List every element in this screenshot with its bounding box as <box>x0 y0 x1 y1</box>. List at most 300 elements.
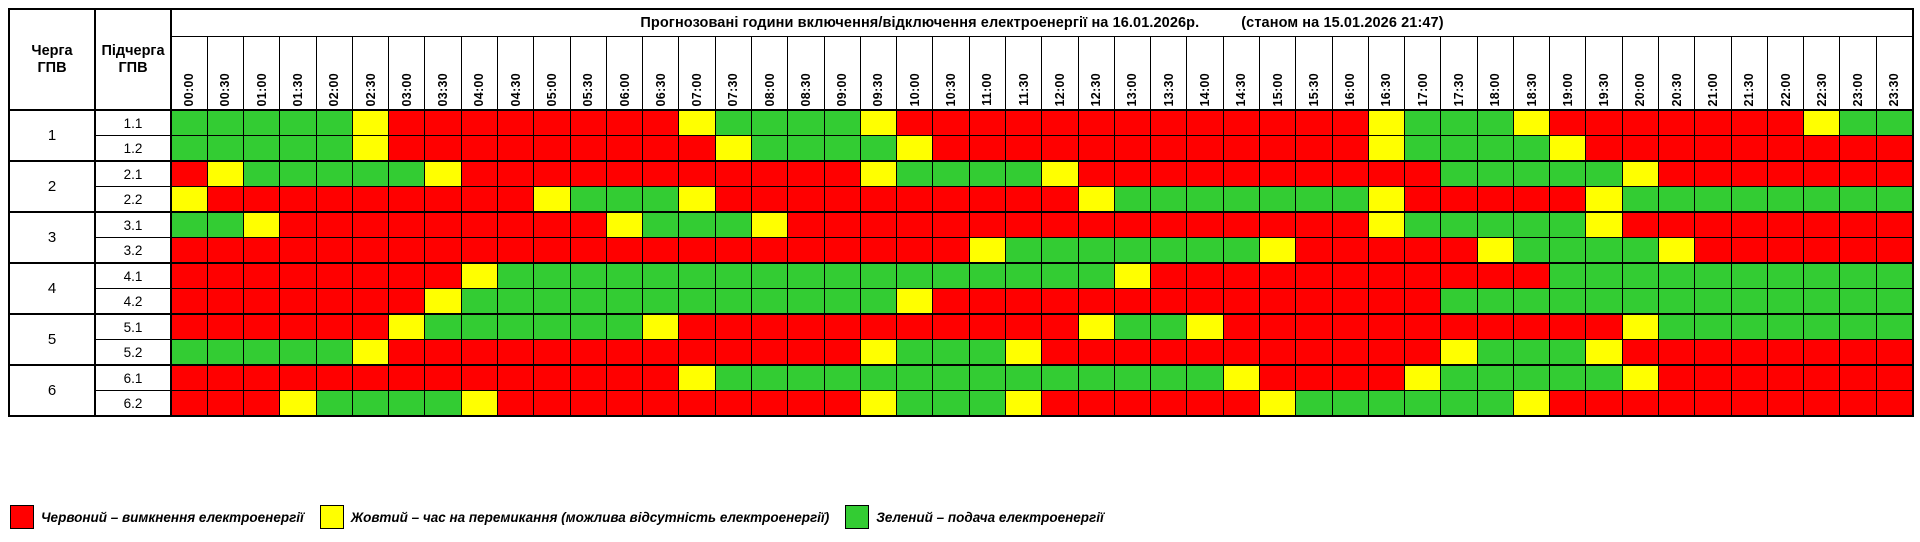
status-cell <box>824 340 860 366</box>
status-cell <box>1586 314 1622 340</box>
status-cell <box>461 391 497 417</box>
status-cell <box>425 136 461 162</box>
status-cell <box>1042 161 1078 187</box>
subqueue-cell-6.1: 6.1 <box>95 365 171 391</box>
status-cell <box>244 289 280 315</box>
status-cell <box>1405 340 1441 366</box>
status-cell <box>643 161 679 187</box>
status-cell <box>1441 314 1477 340</box>
status-cell <box>534 314 570 340</box>
status-cell <box>1296 212 1332 238</box>
status-cell <box>824 161 860 187</box>
status-cell <box>1187 340 1223 366</box>
status-cell <box>1332 238 1368 264</box>
time-header-0430 <box>498 37 534 111</box>
status-cell <box>1659 187 1695 213</box>
status-cell <box>1840 238 1876 264</box>
queue-cell-5: 5 <box>9 314 95 365</box>
status-cell <box>1259 161 1295 187</box>
status-cell <box>679 238 715 264</box>
status-cell <box>643 365 679 391</box>
legend-item <box>320 505 829 529</box>
status-cell <box>897 238 933 264</box>
time-header-label: 22:00 <box>1778 72 1793 106</box>
status-cell <box>1259 365 1295 391</box>
status-cell <box>1441 238 1477 264</box>
time-header-label: 22:30 <box>1814 72 1829 106</box>
status-cell <box>606 391 642 417</box>
status-cell <box>1259 187 1295 213</box>
status-cell <box>1477 365 1513 391</box>
status-cell <box>1840 391 1876 417</box>
status-cell <box>933 110 969 136</box>
status-cell <box>606 136 642 162</box>
queue-cell-1: 1 <box>9 110 95 161</box>
status-cell <box>824 187 860 213</box>
status-cell <box>824 212 860 238</box>
status-cell <box>1876 314 1913 340</box>
status-cell <box>1695 340 1731 366</box>
status-cell <box>1622 289 1658 315</box>
time-header-label: 04:30 <box>508 72 523 106</box>
status-cell <box>1368 212 1404 238</box>
time-header-label: 18:30 <box>1524 72 1539 106</box>
status-cell <box>389 187 425 213</box>
status-cell <box>897 212 933 238</box>
status-cell <box>1405 187 1441 213</box>
status-cell <box>534 391 570 417</box>
status-cell <box>1804 238 1840 264</box>
status-cell <box>824 136 860 162</box>
status-cell <box>969 136 1005 162</box>
status-cell <box>1622 212 1658 238</box>
status-cell <box>1005 238 1041 264</box>
status-cell <box>606 110 642 136</box>
status-cell <box>715 212 751 238</box>
status-cell <box>860 289 896 315</box>
subqueue-cell-5.2: 5.2 <box>95 340 171 366</box>
time-header-1030 <box>933 37 969 111</box>
subqueue-cell-1.1: 1.1 <box>95 110 171 136</box>
status-cell <box>570 187 606 213</box>
status-cell <box>244 391 280 417</box>
status-cell <box>498 365 534 391</box>
status-cell <box>280 263 316 289</box>
time-header-2130 <box>1731 37 1767 111</box>
status-cell <box>643 136 679 162</box>
status-cell <box>1187 136 1223 162</box>
status-cell <box>643 187 679 213</box>
status-cell <box>1223 314 1259 340</box>
time-header-1230 <box>1078 37 1114 111</box>
status-cell <box>207 212 243 238</box>
status-cell <box>1114 238 1150 264</box>
status-cell <box>860 314 896 340</box>
status-cell <box>316 314 352 340</box>
status-cell <box>1332 110 1368 136</box>
header-queue-line2: ГПВ <box>37 59 67 76</box>
time-header-label: 05:30 <box>581 72 596 106</box>
status-cell <box>1332 187 1368 213</box>
time-header-label: 12:00 <box>1052 72 1067 106</box>
status-cell <box>1405 136 1441 162</box>
status-cell <box>933 340 969 366</box>
status-cell <box>1804 161 1840 187</box>
status-cell <box>715 136 751 162</box>
status-cell <box>389 161 425 187</box>
status-cell <box>788 391 824 417</box>
status-cell <box>280 289 316 315</box>
status-cell <box>534 187 570 213</box>
status-cell <box>498 289 534 315</box>
status-cell <box>352 110 388 136</box>
status-cell <box>679 187 715 213</box>
time-header-2100 <box>1695 37 1731 111</box>
status-cell <box>969 187 1005 213</box>
status-cell <box>171 187 207 213</box>
status-cell <box>1659 161 1695 187</box>
status-cell <box>969 238 1005 264</box>
status-cell <box>860 365 896 391</box>
status-cell <box>1296 263 1332 289</box>
status-cell <box>1731 238 1767 264</box>
status-cell <box>1332 161 1368 187</box>
status-cell <box>1876 340 1913 366</box>
status-cell <box>425 289 461 315</box>
status-cell <box>280 238 316 264</box>
status-cell <box>1296 289 1332 315</box>
status-cell <box>1731 161 1767 187</box>
status-cell <box>1659 391 1695 417</box>
time-header-label: 16:00 <box>1343 72 1358 106</box>
time-header-label: 00:00 <box>182 72 197 106</box>
status-cell <box>461 110 497 136</box>
status-cell <box>788 212 824 238</box>
status-cell <box>752 365 788 391</box>
status-cell <box>824 314 860 340</box>
legend-item <box>845 505 1104 529</box>
status-cell <box>897 136 933 162</box>
status-cell <box>1840 212 1876 238</box>
status-cell <box>171 161 207 187</box>
time-header-0100 <box>244 37 280 111</box>
time-header-1400 <box>1187 37 1223 111</box>
status-cell <box>1477 136 1513 162</box>
status-cell <box>1550 238 1586 264</box>
time-header-1330 <box>1151 37 1187 111</box>
status-cell <box>244 365 280 391</box>
status-cell <box>1005 340 1041 366</box>
time-header-label: 23:00 <box>1851 72 1866 106</box>
status-cell <box>1078 136 1114 162</box>
status-cell <box>425 161 461 187</box>
status-cell <box>1586 263 1622 289</box>
status-cell <box>1477 110 1513 136</box>
time-header-label: 10:30 <box>944 72 959 106</box>
time-header-label: 09:00 <box>835 72 850 106</box>
status-cell <box>498 263 534 289</box>
status-cell <box>969 391 1005 417</box>
status-cell <box>425 365 461 391</box>
time-header-label: 17:00 <box>1415 72 1430 106</box>
status-cell <box>425 110 461 136</box>
table-header <box>9 9 1913 110</box>
status-cell <box>1042 136 1078 162</box>
time-header-label: 16:30 <box>1379 72 1394 106</box>
status-cell <box>933 365 969 391</box>
status-cell <box>316 289 352 315</box>
status-cell <box>352 238 388 264</box>
legend-label: Червоний – вимкнення електроенергії <box>41 509 304 525</box>
table-row <box>9 391 1913 417</box>
schedule-title <box>171 9 1913 37</box>
status-cell <box>1550 212 1586 238</box>
status-cell <box>1368 289 1404 315</box>
status-cell <box>1296 187 1332 213</box>
status-cell <box>1296 161 1332 187</box>
time-header-label: 06:30 <box>653 72 668 106</box>
status-cell <box>1731 187 1767 213</box>
status-cell <box>1767 340 1803 366</box>
time-header-0700 <box>679 37 715 111</box>
status-cell <box>1586 110 1622 136</box>
status-cell <box>1550 263 1586 289</box>
status-cell <box>1332 314 1368 340</box>
time-header-0930 <box>860 37 896 111</box>
status-cell <box>1441 212 1477 238</box>
status-cell <box>933 187 969 213</box>
status-cell <box>1441 110 1477 136</box>
status-cell <box>461 238 497 264</box>
legend-item <box>10 505 304 529</box>
status-cell <box>1441 391 1477 417</box>
time-header-0500 <box>534 37 570 111</box>
status-cell <box>1622 161 1658 187</box>
status-cell <box>171 212 207 238</box>
status-cell <box>1586 289 1622 315</box>
status-cell <box>1005 365 1041 391</box>
time-header-label: 15:30 <box>1306 72 1321 106</box>
time-header-label: 20:30 <box>1669 72 1684 106</box>
status-cell <box>1513 289 1549 315</box>
status-cell <box>1840 340 1876 366</box>
status-cell <box>1223 263 1259 289</box>
status-cell <box>461 340 497 366</box>
status-cell <box>933 238 969 264</box>
status-cell <box>1332 391 1368 417</box>
status-cell <box>606 314 642 340</box>
status-cell <box>425 391 461 417</box>
queue-cell-2: 2 <box>9 161 95 212</box>
status-cell <box>1042 110 1078 136</box>
status-cell <box>280 136 316 162</box>
status-cell <box>570 212 606 238</box>
status-cell <box>1586 365 1622 391</box>
status-cell <box>1767 161 1803 187</box>
status-cell <box>1005 391 1041 417</box>
status-cell <box>534 136 570 162</box>
status-cell <box>352 161 388 187</box>
status-cell <box>1550 136 1586 162</box>
status-cell <box>1586 212 1622 238</box>
status-cell <box>860 391 896 417</box>
status-cell <box>1223 238 1259 264</box>
time-header-label: 19:00 <box>1560 72 1575 106</box>
time-header-label: 13:00 <box>1125 72 1140 106</box>
status-cell <box>1767 238 1803 264</box>
status-cell <box>933 391 969 417</box>
status-cell <box>389 110 425 136</box>
status-cell <box>244 212 280 238</box>
status-cell <box>969 263 1005 289</box>
status-cell <box>1840 110 1876 136</box>
subqueue-cell-5.1: 5.1 <box>95 314 171 340</box>
time-header-1300 <box>1114 37 1150 111</box>
time-header-1700 <box>1405 37 1441 111</box>
status-cell <box>1695 263 1731 289</box>
status-cell <box>352 289 388 315</box>
status-cell <box>461 289 497 315</box>
status-cell <box>679 263 715 289</box>
status-cell <box>1876 263 1913 289</box>
table-row <box>9 238 1913 264</box>
status-cell <box>715 110 751 136</box>
status-cell <box>1695 212 1731 238</box>
status-cell <box>1767 212 1803 238</box>
queue-cell-3: 3 <box>9 212 95 263</box>
status-cell <box>1187 187 1223 213</box>
status-cell <box>1513 238 1549 264</box>
status-cell <box>1876 187 1913 213</box>
status-cell <box>1187 391 1223 417</box>
status-cell <box>1296 340 1332 366</box>
status-cell <box>1368 187 1404 213</box>
status-cell <box>679 365 715 391</box>
time-header-label: 08:00 <box>762 72 777 106</box>
status-cell <box>969 365 1005 391</box>
status-cell <box>1078 340 1114 366</box>
status-cell <box>461 187 497 213</box>
time-header-2330 <box>1876 37 1913 111</box>
status-cell <box>1477 238 1513 264</box>
schedule-table-wrapper <box>8 8 1912 417</box>
status-cell <box>280 110 316 136</box>
status-cell <box>643 314 679 340</box>
status-cell <box>715 161 751 187</box>
status-cell <box>1477 212 1513 238</box>
status-cell <box>752 340 788 366</box>
status-cell <box>570 136 606 162</box>
table-row <box>9 263 1913 289</box>
status-cell <box>1659 238 1695 264</box>
status-cell <box>244 263 280 289</box>
time-header-1100 <box>969 37 1005 111</box>
green-swatch <box>845 505 869 529</box>
status-cell <box>1078 263 1114 289</box>
status-cell <box>534 289 570 315</box>
status-cell <box>752 110 788 136</box>
status-cell <box>752 314 788 340</box>
status-cell <box>280 161 316 187</box>
status-cell <box>1151 238 1187 264</box>
status-cell <box>1767 391 1803 417</box>
status-cell <box>244 314 280 340</box>
time-header-1800 <box>1477 37 1513 111</box>
status-cell <box>969 340 1005 366</box>
status-cell <box>1586 238 1622 264</box>
time-header-1200 <box>1042 37 1078 111</box>
status-cell <box>1114 365 1150 391</box>
status-cell <box>1622 314 1658 340</box>
status-cell <box>1223 161 1259 187</box>
status-cell <box>207 110 243 136</box>
status-cell <box>860 212 896 238</box>
status-cell <box>1840 314 1876 340</box>
status-cell <box>1223 391 1259 417</box>
time-header-label: 03:30 <box>436 72 451 106</box>
status-cell <box>425 314 461 340</box>
table-row <box>9 212 1913 238</box>
status-cell <box>933 212 969 238</box>
status-cell <box>1513 136 1549 162</box>
status-cell <box>752 136 788 162</box>
time-header-0330 <box>425 37 461 111</box>
status-cell <box>1296 391 1332 417</box>
time-header-label: 01:30 <box>290 72 305 106</box>
status-cell <box>1151 110 1187 136</box>
status-cell <box>1368 314 1404 340</box>
status-cell <box>1005 263 1041 289</box>
time-header-label: 10:00 <box>907 72 922 106</box>
status-cell <box>244 161 280 187</box>
status-cell <box>897 161 933 187</box>
table-row <box>9 340 1913 366</box>
status-cell <box>679 289 715 315</box>
status-cell <box>1151 263 1187 289</box>
status-cell <box>352 212 388 238</box>
status-cell <box>1550 340 1586 366</box>
status-cell <box>643 110 679 136</box>
status-cell <box>1622 365 1658 391</box>
status-cell <box>389 314 425 340</box>
status-cell <box>824 391 860 417</box>
schedule-title-text: Прогнозовані години включення/відключення електроенергії на 16.01.2026р. <box>640 15 1200 31</box>
status-cell <box>1659 263 1695 289</box>
status-cell <box>352 365 388 391</box>
status-cell <box>715 365 751 391</box>
status-cell <box>1042 391 1078 417</box>
status-cell <box>1477 289 1513 315</box>
status-cell <box>1005 187 1041 213</box>
status-cell <box>389 136 425 162</box>
status-cell <box>1187 212 1223 238</box>
status-cell <box>207 289 243 315</box>
status-cell <box>498 136 534 162</box>
power-outage-schedule-table <box>8 8 1914 417</box>
status-cell <box>679 212 715 238</box>
status-cell <box>1804 365 1840 391</box>
status-cell <box>1550 314 1586 340</box>
status-cell <box>1259 340 1295 366</box>
status-cell <box>1695 391 1731 417</box>
status-cell <box>679 110 715 136</box>
status-cell <box>425 340 461 366</box>
status-cell <box>1005 314 1041 340</box>
status-cell <box>1659 365 1695 391</box>
status-cell <box>171 263 207 289</box>
status-cell <box>1804 314 1840 340</box>
time-header-label: 07:00 <box>690 72 705 106</box>
